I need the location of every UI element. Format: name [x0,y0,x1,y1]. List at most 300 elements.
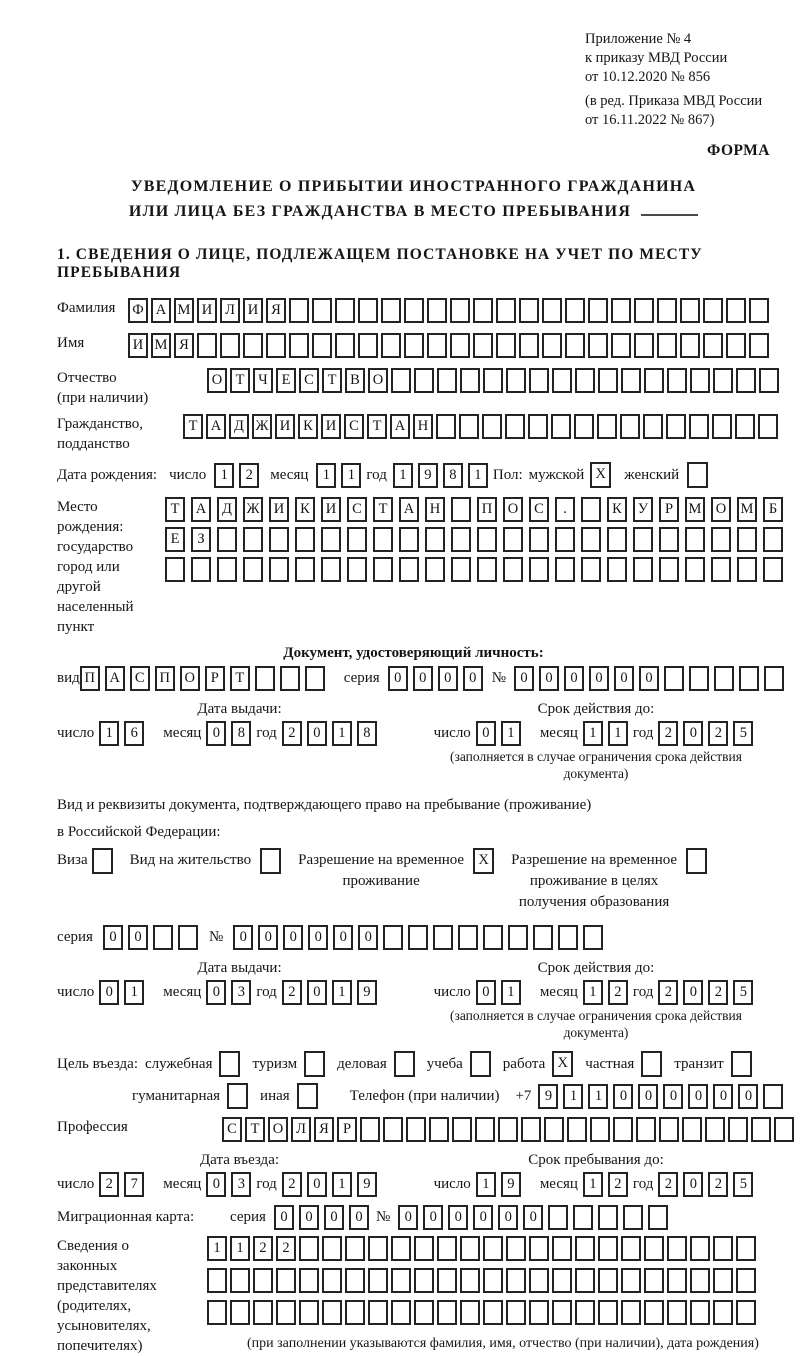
form-cell[interactable] [529,527,549,552]
form-cell[interactable]: 1 [588,1084,608,1109]
form-cell[interactable]: 0 [589,666,609,691]
form-cell[interactable]: 0 [358,925,378,950]
form-cell[interactable] [713,1236,733,1261]
form-cell[interactable]: . [555,497,575,522]
form-cell[interactable] [207,1300,227,1325]
form-cell[interactable] [659,1117,679,1142]
form-cell[interactable]: Н [425,497,445,522]
form-cell[interactable]: 0 [206,980,226,1005]
form-cell[interactable] [368,1268,388,1293]
form-cell[interactable] [643,414,663,439]
form-cell[interactable]: 1 [332,980,352,1005]
form-cell[interactable]: 2 [658,721,678,746]
form-cell[interactable] [433,925,453,950]
form-cell[interactable] [345,1300,365,1325]
form-cell[interactable]: Д [217,497,237,522]
form-cell[interactable]: 0 [463,666,483,691]
form-cell[interactable]: Н [413,414,433,439]
form-cell[interactable] [373,527,393,552]
form-cell[interactable] [611,333,631,358]
form-cell[interactable] [597,414,617,439]
form-cell[interactable] [758,414,778,439]
form-cell[interactable] [299,1236,319,1261]
form-cell[interactable] [657,333,677,358]
form-cell[interactable]: 0 [613,1084,633,1109]
form-cell[interactable] [178,925,198,950]
form-cell[interactable]: 1 [583,721,603,746]
form-cell[interactable] [613,1117,633,1142]
form-cell[interactable] [404,298,424,323]
form-cell[interactable]: 2 [608,1172,628,1197]
form-cell[interactable] [763,527,783,552]
form-cell[interactable] [598,1236,618,1261]
form-cell[interactable] [598,1268,618,1293]
form-cell[interactable]: 0 [663,1084,683,1109]
form-cell[interactable] [759,368,779,393]
form-cell[interactable] [667,1300,687,1325]
purpose-humanitarian-checkbox[interactable] [227,1083,248,1109]
form-cell[interactable]: 3 [231,1172,251,1197]
form-cell[interactable]: А [399,497,419,522]
form-cell[interactable] [713,1300,733,1325]
form-cell[interactable] [473,298,493,323]
form-cell[interactable]: С [529,497,549,522]
form-cell[interactable] [667,368,687,393]
form-cell[interactable] [408,925,428,950]
form-cell[interactable]: Д [229,414,249,439]
form-cell[interactable] [243,333,263,358]
form-cell[interactable] [574,414,594,439]
form-cell[interactable]: 9 [501,1172,521,1197]
form-cell[interactable] [529,1236,549,1261]
form-cell[interactable]: 0 [233,925,253,950]
form-cell[interactable] [360,1117,380,1142]
form-cell[interactable] [583,925,603,950]
form-cell[interactable] [644,368,664,393]
form-cell[interactable]: 0 [639,666,659,691]
form-cell[interactable] [312,298,332,323]
form-cell[interactable] [764,666,784,691]
form-cell[interactable]: У [633,497,653,522]
form-cell[interactable] [711,557,731,582]
form-cell[interactable]: К [607,497,627,522]
form-cell[interactable] [220,333,240,358]
form-cell[interactable] [506,1300,526,1325]
form-cell[interactable] [703,298,723,323]
form-cell[interactable]: 2 [708,1172,728,1197]
form-cell[interactable] [544,1117,564,1142]
form-cell[interactable]: 9 [538,1084,558,1109]
form-cell[interactable] [659,527,679,552]
form-cell[interactable]: 0 [498,1205,518,1230]
form-cell[interactable] [295,557,315,582]
form-cell[interactable] [714,666,734,691]
form-cell[interactable] [774,1117,794,1142]
form-cell[interactable] [506,1236,526,1261]
form-cell[interactable] [477,557,497,582]
form-cell[interactable]: И [128,333,148,358]
form-cell[interactable] [299,1268,319,1293]
form-cell[interactable]: Ч [253,368,273,393]
form-cell[interactable] [751,1117,771,1142]
form-cell[interactable] [607,527,627,552]
form-cell[interactable] [437,1300,457,1325]
form-cell[interactable] [347,557,367,582]
form-cell[interactable]: М [685,497,705,522]
form-cell[interactable] [519,298,539,323]
form-cell[interactable] [482,414,502,439]
form-cell[interactable] [689,414,709,439]
form-cell[interactable] [399,527,419,552]
form-cell[interactable]: О [503,497,523,522]
form-cell[interactable] [555,527,575,552]
purpose-business-checkbox[interactable] [394,1051,415,1077]
form-cell[interactable] [689,666,709,691]
form-cell[interactable]: И [197,298,217,323]
form-cell[interactable] [477,527,497,552]
form-cell[interactable]: Б [763,497,783,522]
form-cell[interactable] [726,333,746,358]
form-cell[interactable] [451,557,471,582]
form-cell[interactable] [690,1268,710,1293]
form-cell[interactable]: А [390,414,410,439]
form-cell[interactable] [581,527,601,552]
form-cell[interactable] [345,1236,365,1261]
form-cell[interactable] [383,925,403,950]
form-cell[interactable]: 0 [683,721,703,746]
form-cell[interactable] [425,557,445,582]
form-cell[interactable] [575,368,595,393]
form-cell[interactable] [598,1205,618,1230]
form-cell[interactable]: А [191,497,211,522]
form-cell[interactable]: 1 [230,1236,250,1261]
form-cell[interactable] [429,1117,449,1142]
form-cell[interactable]: 0 [388,666,408,691]
form-cell[interactable] [243,527,263,552]
form-cell[interactable] [644,1300,664,1325]
form-cell[interactable] [347,527,367,552]
form-cell[interactable] [197,333,217,358]
form-cell[interactable]: Т [230,368,250,393]
form-cell[interactable] [620,414,640,439]
form-cell[interactable] [483,1268,503,1293]
purpose-study-checkbox[interactable] [470,1051,491,1077]
purpose-private-checkbox[interactable] [641,1051,662,1077]
form-cell[interactable]: 3 [231,980,251,1005]
form-cell[interactable]: П [155,666,175,691]
form-cell[interactable]: Е [276,368,296,393]
form-cell[interactable] [680,333,700,358]
form-cell[interactable] [736,1236,756,1261]
form-cell[interactable]: 1 [341,463,361,488]
form-cell[interactable]: Т [230,666,250,691]
form-cell[interactable] [217,527,237,552]
form-cell[interactable]: 5 [733,721,753,746]
form-cell[interactable]: 0 [283,925,303,950]
sex-female-checkbox[interactable] [687,462,708,488]
form-cell[interactable] [749,333,769,358]
form-cell[interactable] [483,1236,503,1261]
form-cell[interactable] [705,1117,725,1142]
form-cell[interactable]: 8 [443,463,463,488]
form-cell[interactable] [508,925,528,950]
form-cell[interactable] [648,1205,668,1230]
form-cell[interactable]: 0 [307,721,327,746]
form-cell[interactable] [368,1300,388,1325]
form-cell[interactable]: 2 [239,463,259,488]
form-cell[interactable] [598,1300,618,1325]
form-cell[interactable] [644,1236,664,1261]
form-cell[interactable] [299,1300,319,1325]
form-cell[interactable] [383,1117,403,1142]
form-cell[interactable] [667,1268,687,1293]
form-cell[interactable]: С [222,1117,242,1142]
form-cell[interactable] [207,1268,227,1293]
form-cell[interactable] [460,1300,480,1325]
form-cell[interactable] [590,1117,610,1142]
form-cell[interactable] [659,557,679,582]
form-cell[interactable]: 0 [473,1205,493,1230]
form-cell[interactable] [451,527,471,552]
temp-residence-education-checkbox[interactable] [686,848,707,874]
form-cell[interactable]: 0 [324,1205,344,1230]
form-cell[interactable] [427,298,447,323]
form-cell[interactable]: 0 [206,1172,226,1197]
form-cell[interactable]: М [737,497,757,522]
form-cell[interactable] [575,1268,595,1293]
form-cell[interactable] [460,368,480,393]
form-cell[interactable] [633,527,653,552]
form-cell[interactable]: О [180,666,200,691]
form-cell[interactable] [452,1117,472,1142]
form-cell[interactable]: И [321,497,341,522]
form-cell[interactable] [503,557,523,582]
form-cell[interactable]: О [207,368,227,393]
form-cell[interactable] [217,557,237,582]
form-cell[interactable]: 0 [539,666,559,691]
form-cell[interactable] [685,527,705,552]
form-cell[interactable]: Р [337,1117,357,1142]
form-cell[interactable]: С [299,368,319,393]
form-cell[interactable] [358,333,378,358]
form-cell[interactable] [358,298,378,323]
form-cell[interactable] [276,1300,296,1325]
form-cell[interactable]: 1 [583,1172,603,1197]
form-cell[interactable]: 0 [683,1172,703,1197]
purpose-tourism-checkbox[interactable] [304,1051,325,1077]
form-cell[interactable]: 2 [282,980,302,1005]
form-cell[interactable]: 0 [683,980,703,1005]
form-cell[interactable] [505,414,525,439]
form-cell[interactable] [381,333,401,358]
form-cell[interactable]: 0 [307,980,327,1005]
form-cell[interactable] [391,1300,411,1325]
form-cell[interactable]: 1 [124,980,144,1005]
form-cell[interactable]: А [206,414,226,439]
form-cell[interactable] [565,298,585,323]
form-cell[interactable]: 6 [124,721,144,746]
form-cell[interactable]: Т [367,414,387,439]
form-cell[interactable] [690,1300,710,1325]
form-cell[interactable] [496,333,516,358]
form-cell[interactable]: 0 [514,666,534,691]
form-cell[interactable] [322,1268,342,1293]
form-cell[interactable] [737,527,757,552]
form-cell[interactable]: 8 [357,721,377,746]
form-cell[interactable]: 9 [357,1172,377,1197]
form-cell[interactable]: Я [174,333,194,358]
purpose-transit-checkbox[interactable] [731,1051,752,1077]
form-cell[interactable]: Ж [252,414,272,439]
form-cell[interactable] [391,368,411,393]
form-cell[interactable] [552,1268,572,1293]
form-cell[interactable]: М [151,333,171,358]
form-cell[interactable]: И [243,298,263,323]
form-cell[interactable] [153,925,173,950]
form-cell[interactable]: Е [165,527,185,552]
form-cell[interactable]: О [268,1117,288,1142]
form-cell[interactable] [634,298,654,323]
form-cell[interactable] [253,1268,273,1293]
form-cell[interactable]: 2 [658,1172,678,1197]
form-cell[interactable] [503,527,523,552]
form-cell[interactable] [552,1300,572,1325]
form-cell[interactable] [425,527,445,552]
form-cell[interactable] [588,333,608,358]
form-cell[interactable] [483,1300,503,1325]
form-cell[interactable]: 9 [357,980,377,1005]
form-cell[interactable]: С [130,666,150,691]
form-cell[interactable] [611,298,631,323]
form-cell[interactable]: 0 [476,721,496,746]
form-cell[interactable] [542,298,562,323]
form-cell[interactable]: 2 [708,980,728,1005]
form-cell[interactable] [567,1117,587,1142]
form-cell[interactable] [475,1117,495,1142]
form-cell[interactable]: 1 [501,721,521,746]
form-cell[interactable]: О [711,497,731,522]
form-cell[interactable] [414,1236,434,1261]
form-cell[interactable]: 0 [333,925,353,950]
form-cell[interactable] [483,925,503,950]
form-cell[interactable]: 1 [476,1172,496,1197]
purpose-work-checkbox[interactable]: X [552,1051,573,1077]
form-cell[interactable]: О [368,368,388,393]
form-cell[interactable] [322,1236,342,1261]
form-cell[interactable] [598,368,618,393]
form-cell[interactable]: 2 [282,721,302,746]
form-cell[interactable] [451,497,471,522]
form-cell[interactable] [269,527,289,552]
form-cell[interactable]: К [298,414,318,439]
form-cell[interactable]: 1 [563,1084,583,1109]
form-cell[interactable] [581,557,601,582]
form-cell[interactable] [621,1268,641,1293]
form-cell[interactable] [736,1300,756,1325]
form-cell[interactable]: 0 [349,1205,369,1230]
form-cell[interactable] [459,414,479,439]
form-cell[interactable] [255,666,275,691]
form-cell[interactable] [437,1268,457,1293]
form-cell[interactable]: 7 [124,1172,144,1197]
form-cell[interactable]: 0 [99,980,119,1005]
form-cell[interactable]: Р [205,666,225,691]
form-cell[interactable] [581,497,601,522]
form-cell[interactable]: С [344,414,364,439]
form-cell[interactable] [230,1300,250,1325]
form-cell[interactable] [533,925,553,950]
form-cell[interactable]: 1 [393,463,413,488]
form-cell[interactable] [621,368,641,393]
form-cell[interactable] [529,557,549,582]
form-cell[interactable]: 0 [103,925,123,950]
form-cell[interactable]: Т [183,414,203,439]
form-cell[interactable]: 2 [608,980,628,1005]
form-cell[interactable] [739,666,759,691]
form-cell[interactable]: 0 [274,1205,294,1230]
form-cell[interactable]: 5 [733,980,753,1005]
form-cell[interactable]: В [345,368,365,393]
form-cell[interactable] [621,1236,641,1261]
form-cell[interactable] [548,1205,568,1230]
form-cell[interactable]: 2 [253,1236,273,1261]
form-cell[interactable] [335,298,355,323]
form-cell[interactable] [391,1236,411,1261]
form-cell[interactable] [763,1084,783,1109]
form-cell[interactable] [427,333,447,358]
form-cell[interactable] [506,1268,526,1293]
form-cell[interactable]: 0 [476,980,496,1005]
form-cell[interactable] [763,557,783,582]
form-cell[interactable]: 0 [448,1205,468,1230]
residence-permit-checkbox[interactable] [260,848,281,874]
form-cell[interactable]: 0 [206,721,226,746]
form-cell[interactable]: 0 [398,1205,418,1230]
form-cell[interactable]: 0 [564,666,584,691]
form-cell[interactable]: 1 [207,1236,227,1261]
form-cell[interactable]: Л [220,298,240,323]
form-cell[interactable] [230,1268,250,1293]
form-cell[interactable] [558,925,578,950]
form-cell[interactable]: 5 [733,1172,753,1197]
form-cell[interactable]: П [80,666,100,691]
form-cell[interactable] [657,298,677,323]
form-cell[interactable] [321,527,341,552]
form-cell[interactable] [529,368,549,393]
form-cell[interactable]: 1 [332,721,352,746]
form-cell[interactable] [749,298,769,323]
form-cell[interactable] [437,368,457,393]
form-cell[interactable]: 1 [99,721,119,746]
form-cell[interactable] [280,666,300,691]
form-cell[interactable]: Т [165,497,185,522]
form-cell[interactable] [623,1205,643,1230]
form-cell[interactable] [736,368,756,393]
form-cell[interactable] [191,557,211,582]
form-cell[interactable]: И [321,414,341,439]
form-cell[interactable] [607,557,627,582]
form-cell[interactable] [713,1268,733,1293]
form-cell[interactable] [399,557,419,582]
form-cell[interactable] [529,1300,549,1325]
form-cell[interactable]: И [269,497,289,522]
purpose-other-checkbox[interactable] [297,1083,318,1109]
form-cell[interactable] [458,925,478,950]
form-cell[interactable]: 0 [413,666,433,691]
form-cell[interactable] [682,1117,702,1142]
form-cell[interactable] [460,1268,480,1293]
form-cell[interactable]: 1 [583,980,603,1005]
